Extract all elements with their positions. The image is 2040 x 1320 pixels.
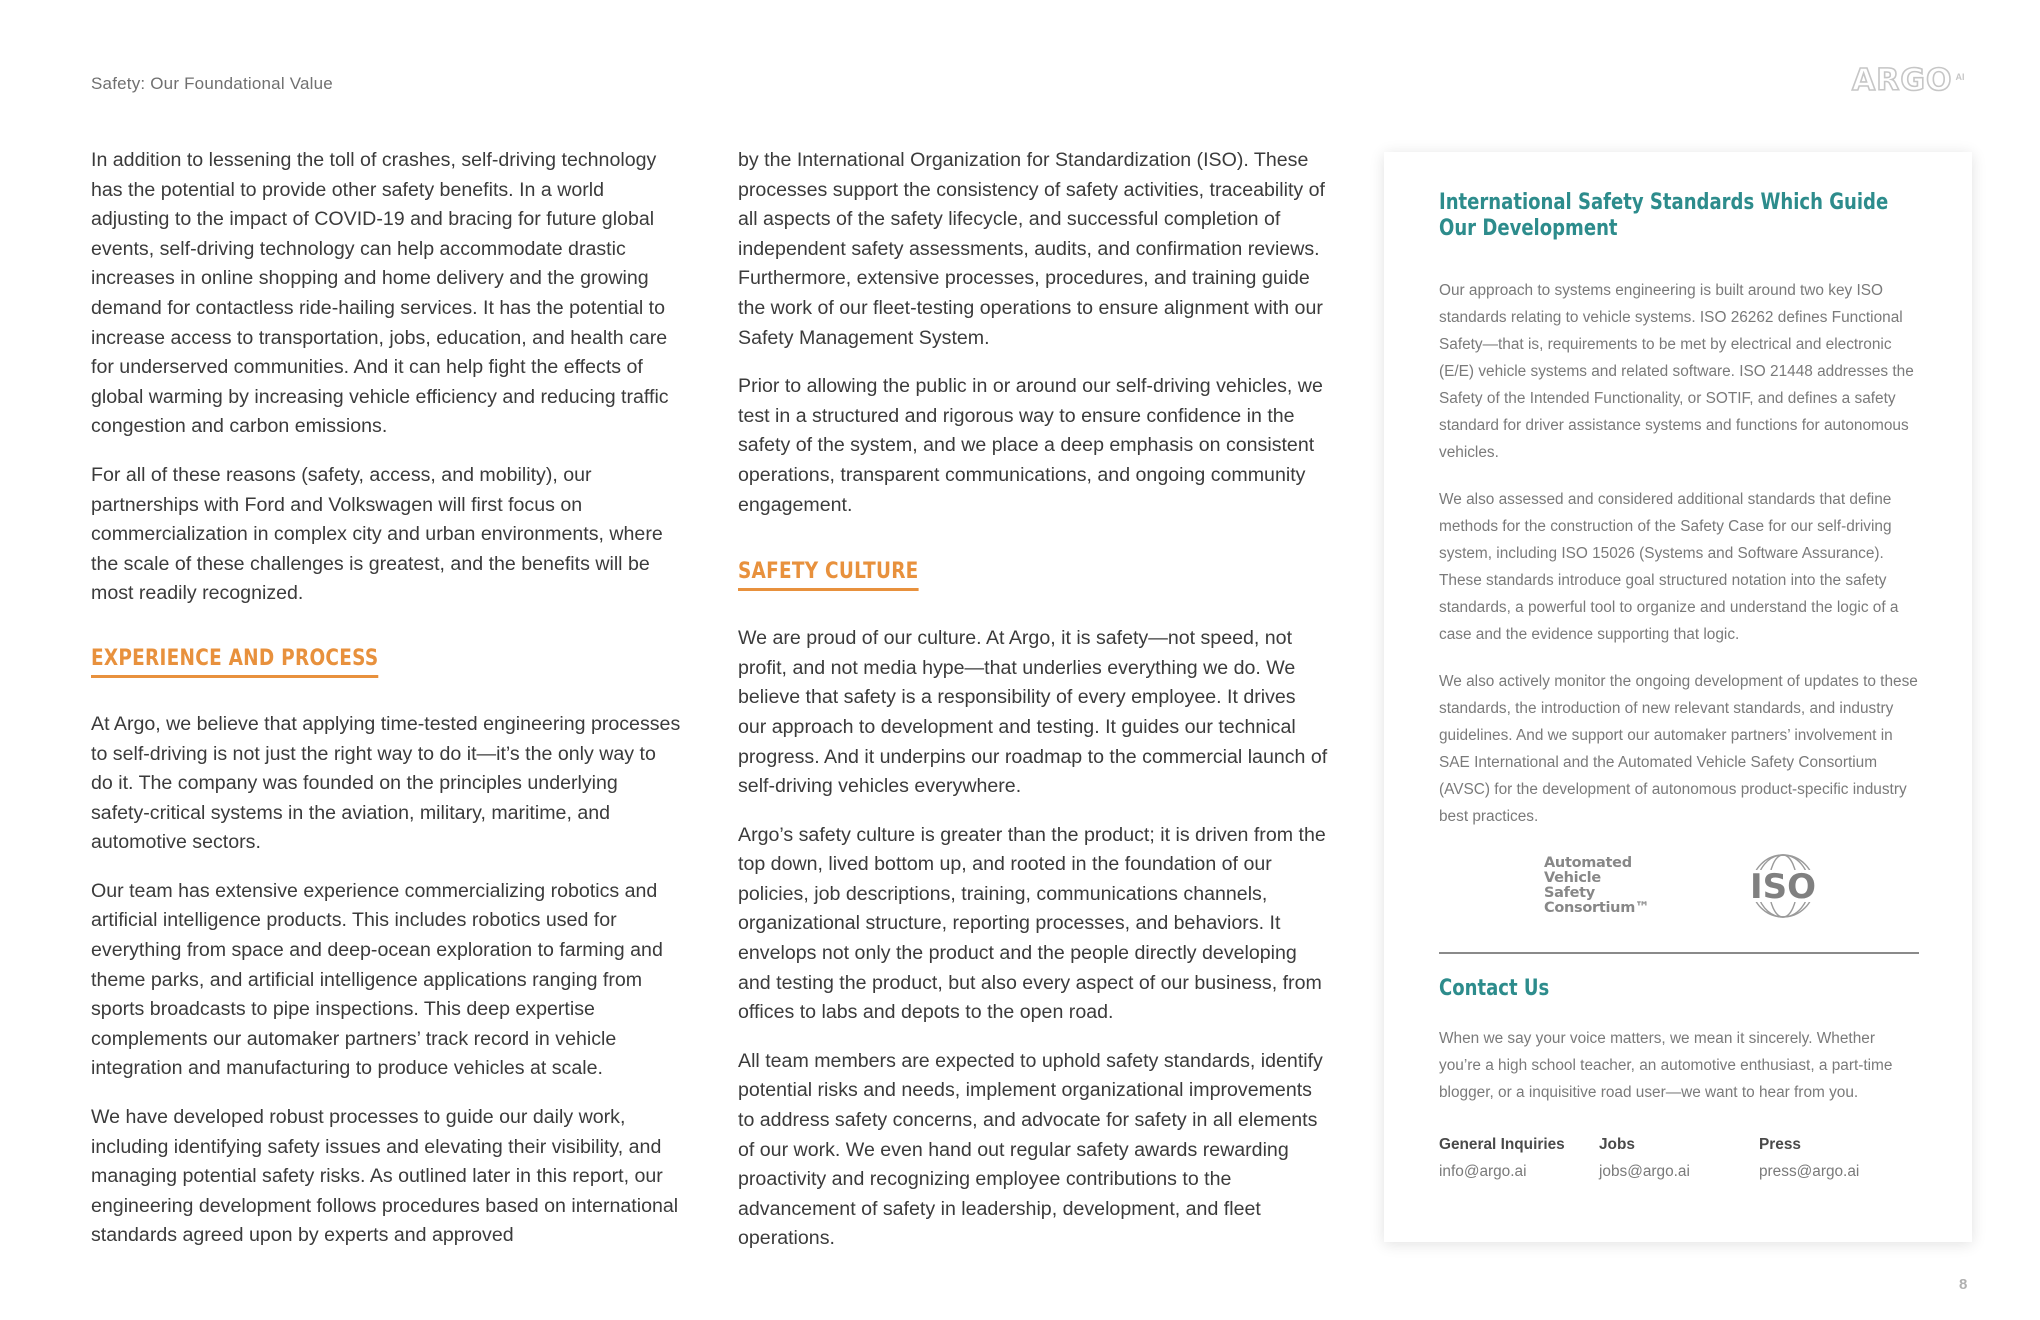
avsc-logo-line: Vehicle bbox=[1544, 870, 1601, 886]
iso-logo-text: ISO bbox=[1750, 867, 1817, 907]
contact-title: Contact Us bbox=[1439, 976, 1550, 1001]
paragraph: by the International Organization for Standardization (ISO). These processes support the consistency of safety activities, traceability of all aspects of the safety lifecycle, and successful completion of independent safety assessments, audits, and confirmation reviews. Furthermore, extensive processes, procedures, and training guide the work of our fleet-testing operations to ensure alignment with our Safety Management System. bbox=[738, 149, 1325, 349]
contact-label: Press bbox=[1759, 1136, 1801, 1153]
argo-ai-logo bbox=[1852, 63, 1965, 98]
sidebar-panel bbox=[1384, 152, 1972, 1242]
body-column-middle bbox=[738, 146, 1328, 1273]
section-heading-experience-process: EXPERIENCE AND PROCESS bbox=[91, 646, 378, 678]
sidebar-title-line: International Safety Standards Which Guide bbox=[1439, 190, 1889, 215]
paragraph: Prior to allowing the public in or around our self-driving vehicles, we test in a structured and rigorous way to ensure confidence in the safety of the system, and we place a deep emphasis on consistent operations, transparent communications, and ongoing community engagement. bbox=[738, 375, 1323, 516]
contact-list bbox=[1439, 1131, 1919, 1185]
contact-email-link[interactable]: jobs@argo.ai bbox=[1599, 1163, 1690, 1180]
sidebar-paragraph: We also actively monitor the ongoing development of updates to these standards, the introduction of new relevant standards, and industry guidelines. And we support our automaker partners’ involvement in SAE International and the Automated Vehicle Safety Consortium (AVSC) for the development of autonomous product-specific industry best practices. bbox=[1439, 673, 1918, 825]
contact-general bbox=[1439, 1131, 1599, 1185]
iso-logo bbox=[1741, 853, 1825, 919]
standards-logos bbox=[1544, 850, 1919, 922]
sidebar-paragraph: We also assessed and considered additional standards that define methods for the construction of the Safety Case for our self-driving system, including ISO 15026 (Systems and Software Assurance). These standards introduce goal structured notation into the safety standards, a powerful tool to organize and understand the logic of a case and the evidence supporting that logic. bbox=[1439, 491, 1899, 643]
logo-wordmark: ARGO bbox=[1852, 63, 1953, 98]
contact-press bbox=[1759, 1131, 1919, 1185]
sidebar-content bbox=[1439, 190, 1919, 1185]
contact-email-link[interactable]: info@argo.ai bbox=[1439, 1163, 1527, 1180]
contact-text: When we say your voice matters, we mean it sincerely. Whether you’re a high school teacher, an automotive enthusiast, a part-time blogger, or a inquisitive road user—we want to hear from you. bbox=[1439, 1030, 1893, 1101]
contact-jobs bbox=[1599, 1131, 1759, 1185]
paragraph: We are proud of our culture. At Argo, it is safety—not speed, not profit, and not media hype—that underlies everything we do. We believe that safety is a responsibility of every employee. It drives our approach to development and testing. It guides our technical progress. And it underpins our roadmap to the commercial launch of self-driving vehicles everywhere. bbox=[738, 627, 1328, 798]
body-column-left bbox=[91, 146, 681, 1270]
sidebar-title bbox=[1439, 190, 1931, 242]
page-number: 8 bbox=[1959, 1276, 1968, 1293]
avsc-logo bbox=[1544, 856, 1649, 916]
paragraph: For all of these reasons (safety, access, and mobility), our partnerships with Ford and Volkswagen will first focus on commercialization in complex city and urban environments, where the scale of these challenges is greatest, and the benefits will be most readily recognized. bbox=[91, 463, 663, 605]
running-head-title: Safety: Our Foundational Value bbox=[91, 74, 333, 93]
avsc-logo-line: Automated bbox=[1544, 855, 1632, 871]
contact-label: General Inquiries bbox=[1439, 1136, 1565, 1153]
paragraph: All team members are expected to uphold safety standards, identify potential risks and needs, implement organizational improvements to address safety concerns, and advocate for safety in all elements of our work. We even hand out regular safety awards rewarding proactivity and recognizing employee contributions to the advancement of safety in leadership, development, and fleet operations. bbox=[738, 1049, 1323, 1250]
sidebar-paragraph: Our approach to systems engineering is built around two key ISO standards relating to vehicle systems. ISO 26262 defines Functional Safety—that is, requirements to be met by electrical and electronic (E/E) vehicle systems and related software. ISO 21448 addresses the Safety of the Intended Functionality, or SOTIF, and defines a safety standard for driver assistance systems and functions for autonomous vehicles. bbox=[1439, 282, 1914, 461]
paragraph: In addition to lessening the toll of crashes, self-driving technology has the potential to provide other safety benefits. In a world adjusting to the impact of COVID-19 and bracing for future global events, self-driving technology can help accommodate drastic increases in online shopping and home delivery and the growing demand for contactless ride-hailing services. It has the potential to increase access to transportation, jobs, education, and health care for underserved communities. And it can help fight the effects of global warming by increasing vehicle efficiency and reducing traffic congestion and carbon emissions. bbox=[91, 149, 669, 438]
paragraph: Argo’s safety culture is greater than the product; it is driven from the top down, lived bottom up, and rooted in the foundation of our policies, job descriptions, training, communications channels, organizational structure, reporting processes, and behaviors. It envelops not only the product and the people directly developing and testing the product, but also every aspect of our business, from offices to labs and depots to the open road. bbox=[738, 823, 1326, 1024]
paragraph: At Argo, we believe that applying time-tested engineering processes to self-driving is not just the right way to do it—it’s the only way to do it. The company was founded on the principles underlying safety-critical systems in the aviation, military, maritime, and automotive sectors. bbox=[91, 712, 681, 854]
logo-suffix: AI bbox=[1955, 72, 1965, 82]
contact-label: Jobs bbox=[1599, 1136, 1635, 1153]
contact-email-link[interactable]: press@argo.ai bbox=[1759, 1163, 1860, 1180]
paragraph: Our team has extensive experience commercializing robotics and artificial intelligence products. This includes robotics used for everything from space and deep-ocean exploration to farming and theme parks, and artificial intelligence applications ranging from sports broadcasts to pipe inspections. This deep expertise complements our automaker partners’ track record in vehicle integration and manufacturing to produce vehicles at scale. bbox=[91, 879, 663, 1080]
paragraph: We have developed robust processes to guide our daily work, including identifying safety issues and elevating their visibility, and managing potential safety risks. As outlined later in this report, our engineering development follows procedures based on international standards agreed upon by experts and approved bbox=[91, 1106, 679, 1247]
sidebar-title-line: Our Development bbox=[1439, 216, 1618, 241]
section-heading-safety-culture: SAFETY CULTURE bbox=[738, 559, 919, 591]
sidebar-divider bbox=[1439, 952, 1919, 954]
avsc-logo-line: Consortium™ bbox=[1544, 900, 1650, 916]
avsc-logo-line: Safety bbox=[1544, 885, 1595, 901]
